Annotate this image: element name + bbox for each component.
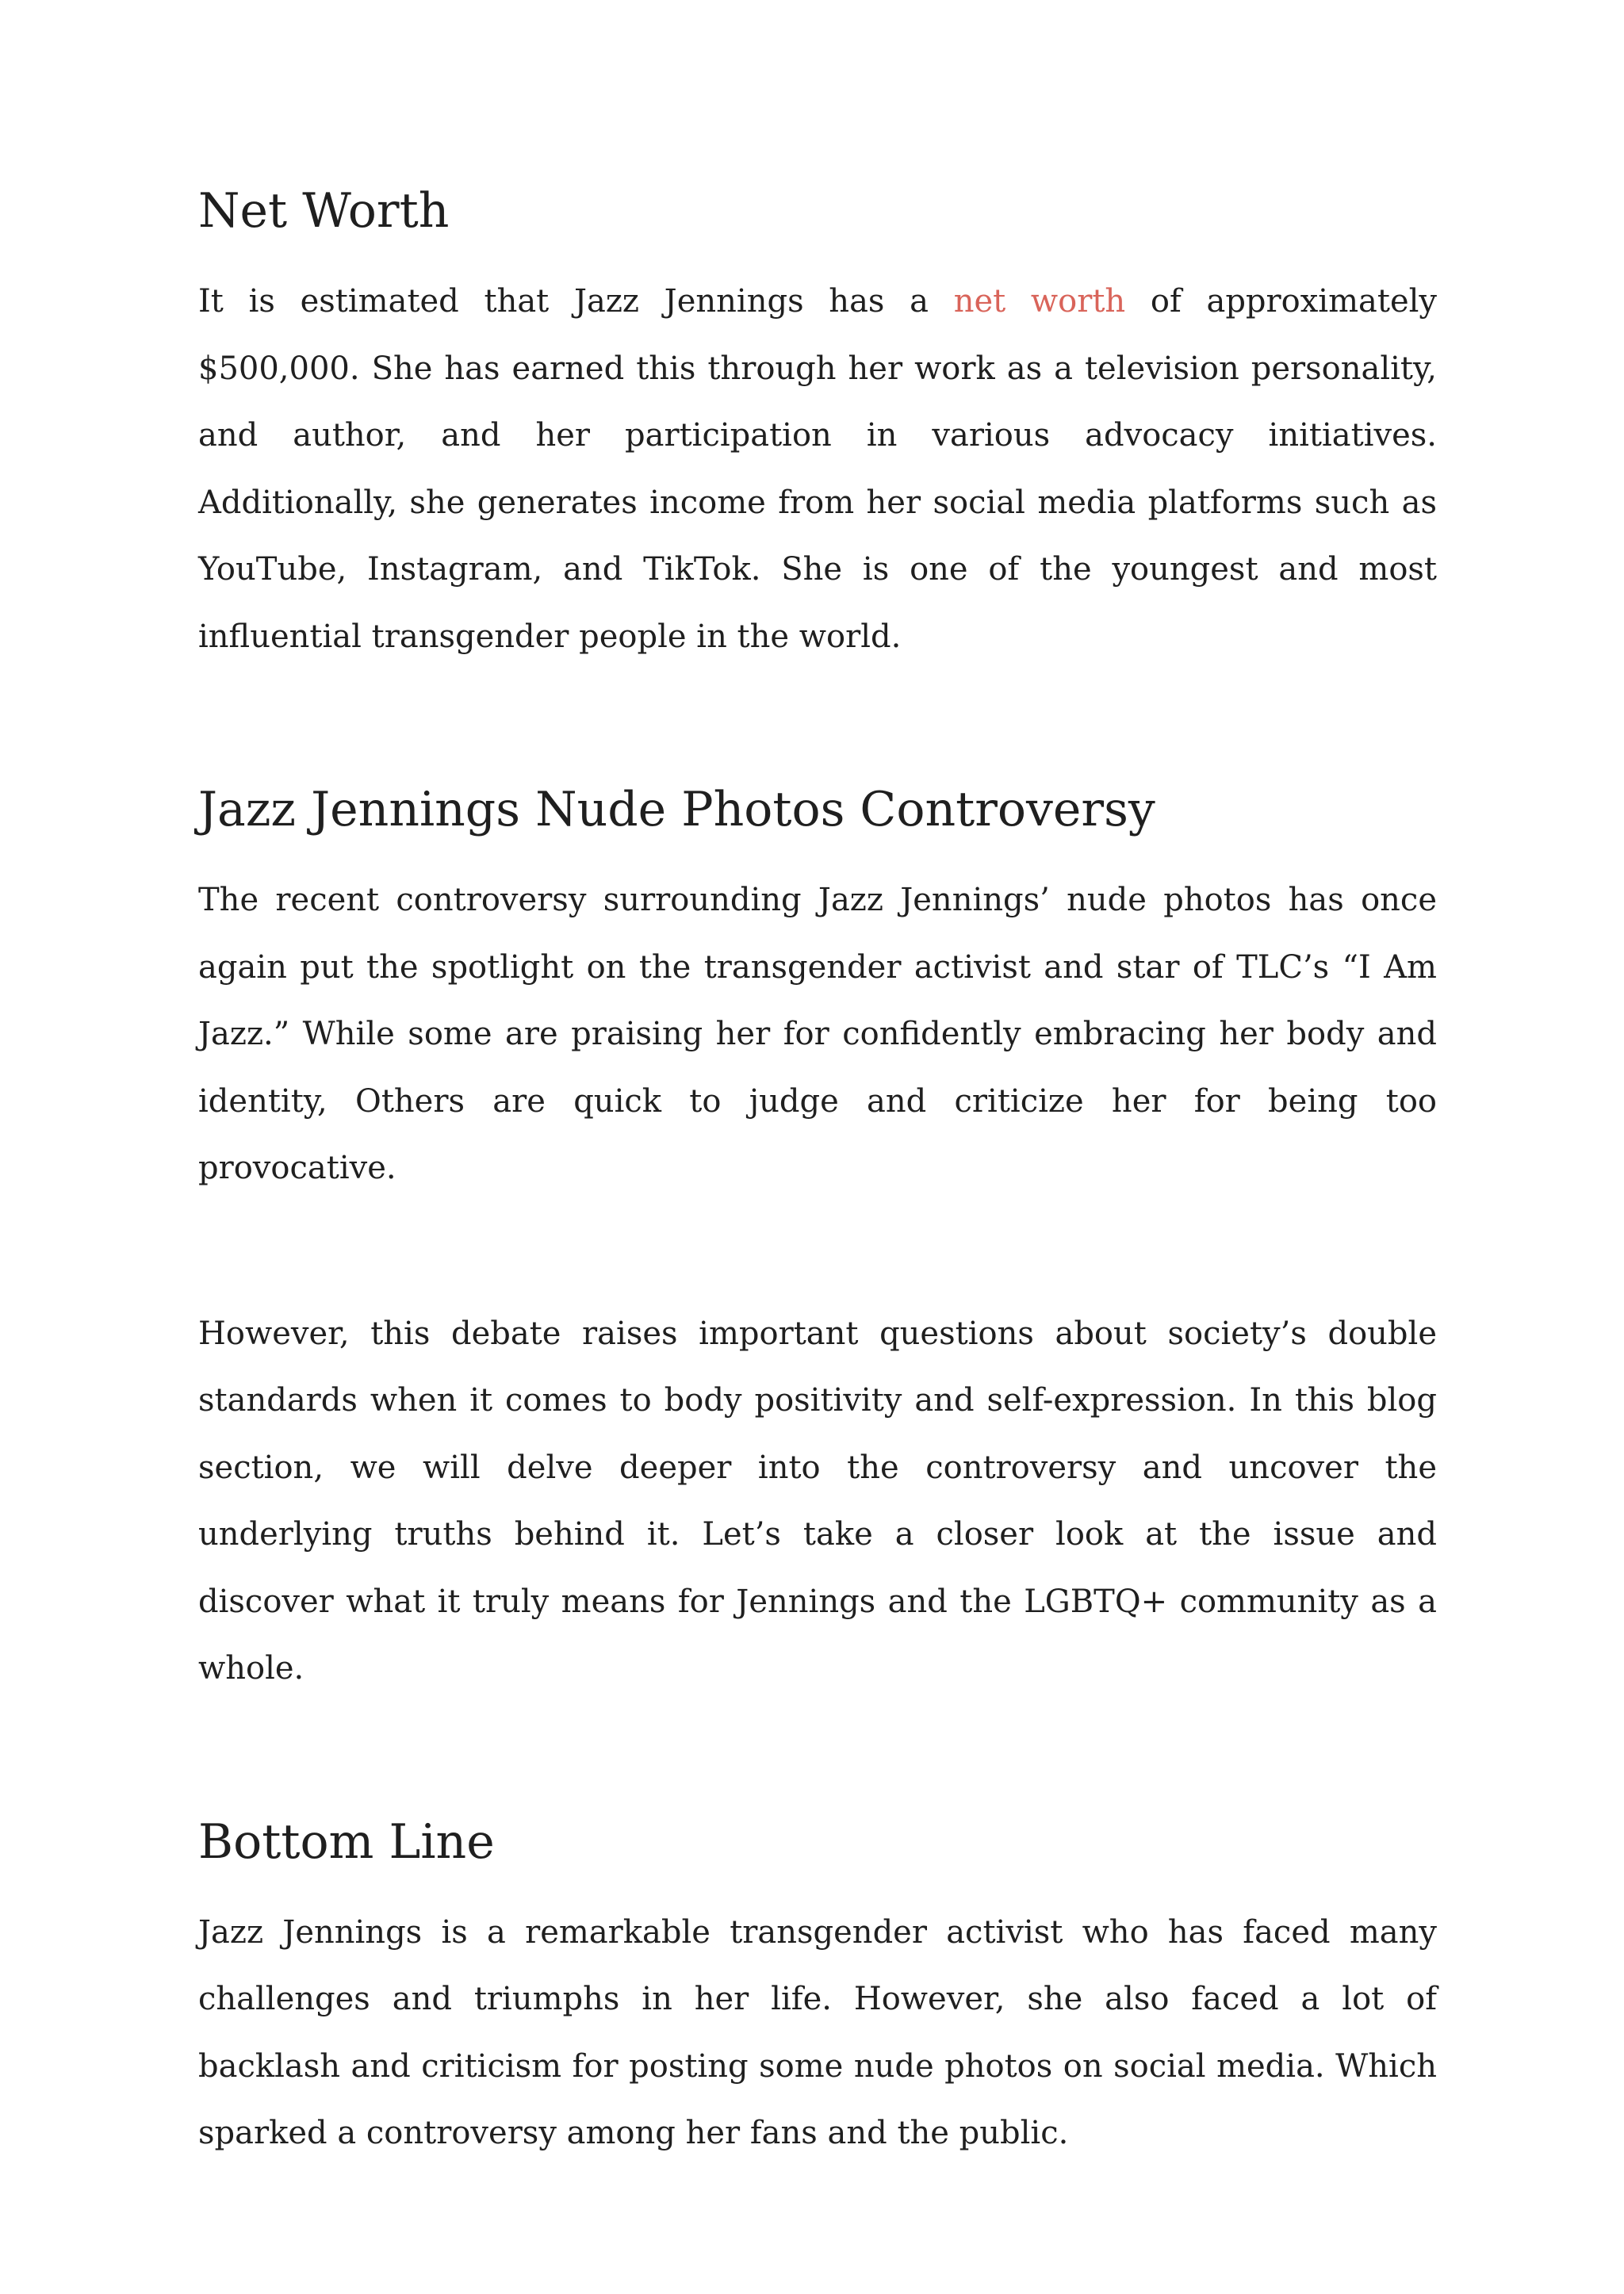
net-worth-text-before: It is estimated that Jazz Jennings has a bbox=[198, 283, 954, 320]
section-controversy bbox=[198, 781, 1437, 1702]
section-bottom-line bbox=[198, 1813, 1437, 2167]
heading-net-worth: Net Worth bbox=[198, 183, 450, 239]
net-worth-text-after: of approximately $500,000. She has earned this through her work as a television personality, and author, and her participation in various advocacy initiatives. Additionally, she generates income from her social media platforms such as YouTube, Instagram, and TikTok. She is one of the youngest and most influential transgender people in the world. bbox=[198, 283, 1438, 655]
net-worth-paragraph bbox=[198, 268, 1437, 670]
heading-controversy: Jazz Jennings Nude Photos Controversy bbox=[198, 782, 1155, 837]
controversy-paragraph-2: However, this debate raises important questions about society’s double standards when it comes to body positivity and self-expression. In this blog section, we will delve deeper into the controversy and uncover the underlying truths behind it. Let’s take a closer look at the issue and discover what it truly means for Jennings and the LGBTQ+ community as a whole. bbox=[198, 1315, 1437, 1687]
net-worth-link[interactable]: net worth bbox=[953, 283, 1126, 320]
article-content bbox=[198, 182, 1437, 2167]
bottom-line-paragraph: Jazz Jennings is a remarkable transgender activist who has faced many challenges and triumphs in her life. However, she also faced a lot of backlash and criticism for posting some nude photos on social media. Which sparked a controversy among her fans and the public. bbox=[198, 1913, 1437, 2151]
heading-bottom-line: Bottom Line bbox=[198, 1813, 495, 1870]
section-net-worth bbox=[198, 182, 1437, 670]
controversy-paragraph-1: The recent controversy surrounding Jazz Jennings’ nude photos has once again put the spotlight on the transgender activist and star of TLC’s “I Am Jazz.” While some are praising her for confidently embracing her body and identity, Others are quick to judge and criticize her for being too provocative. bbox=[198, 882, 1437, 1186]
